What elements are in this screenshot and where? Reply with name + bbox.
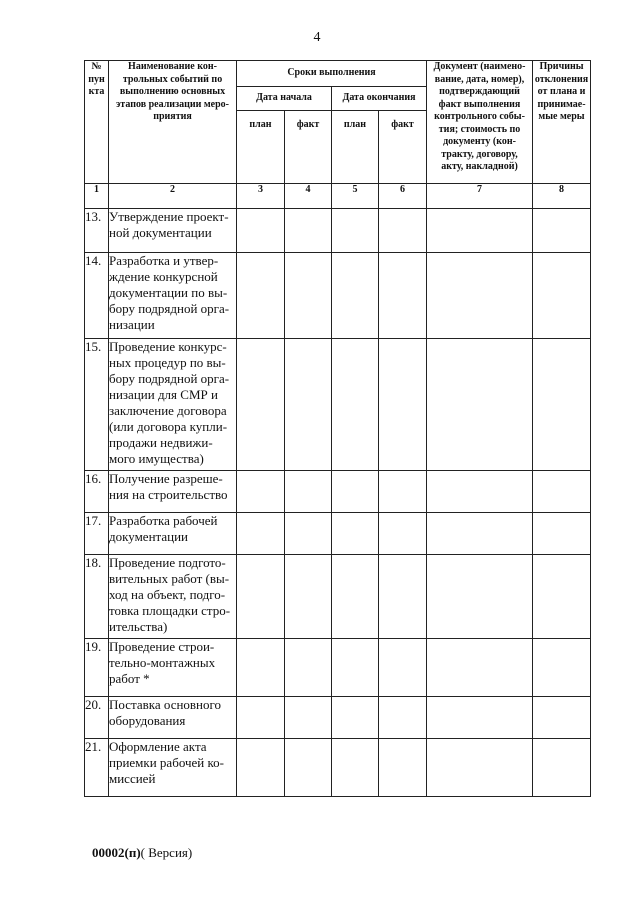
footer xyxy=(92,845,192,861)
empty-cell xyxy=(379,739,427,797)
empty-cell xyxy=(533,513,591,555)
empty-cell xyxy=(237,697,285,739)
empty-cell xyxy=(427,555,533,639)
empty-cell xyxy=(285,555,332,639)
empty-cell xyxy=(379,253,427,339)
table-row xyxy=(85,639,591,697)
event-name: Проведение подгото- вительных работ (вы- ход на объект, подго- товка площадки стро- ительства) xyxy=(109,555,237,639)
empty-cell xyxy=(237,739,285,797)
header-start-plan: план xyxy=(237,111,285,184)
row-number: 14. xyxy=(85,253,109,339)
empty-cell xyxy=(379,697,427,739)
empty-cell xyxy=(427,697,533,739)
event-name: Поставка основного оборудования xyxy=(109,697,237,739)
column-number: 5 xyxy=(332,184,379,209)
empty-cell xyxy=(237,471,285,513)
column-numbers-row xyxy=(85,184,591,209)
empty-cell xyxy=(285,697,332,739)
empty-cell xyxy=(285,639,332,697)
column-number: 7 xyxy=(427,184,533,209)
event-name: Получение разреше- ния на строительство xyxy=(109,471,237,513)
empty-cell xyxy=(332,471,379,513)
header-reasons xyxy=(533,61,591,184)
header-start-fact: факт xyxy=(285,111,332,184)
empty-cell xyxy=(237,253,285,339)
table-row xyxy=(85,739,591,797)
empty-cell xyxy=(237,639,285,697)
header-start-date: Дата начала xyxy=(237,87,332,111)
empty-cell xyxy=(533,739,591,797)
empty-cell xyxy=(237,209,285,253)
empty-cell xyxy=(379,555,427,639)
table-row xyxy=(85,697,591,739)
control-events-table xyxy=(84,60,591,797)
event-name: Разработка рабочей документации xyxy=(109,513,237,555)
header-event-name-text: Наименование кон- трольных событий по выполнению основных этапов реализации меро- приятия xyxy=(115,61,230,122)
empty-cell xyxy=(332,739,379,797)
column-number: 8 xyxy=(533,184,591,209)
header-end-plan: план xyxy=(332,111,379,184)
header-end-date: Дата окончания xyxy=(332,87,427,111)
table-row xyxy=(85,253,591,339)
empty-cell xyxy=(285,471,332,513)
table-row xyxy=(85,339,591,471)
empty-cell xyxy=(533,639,591,697)
header-reasons-text: Причины отклонения от плана и принимае- мые меры xyxy=(534,61,589,122)
header-number-text: № пун кта xyxy=(88,61,105,97)
empty-cell xyxy=(533,339,591,471)
event-name: Разработка и утвер- ждение конкурсной документации по вы- бору подрядной орга- низации xyxy=(109,253,237,339)
empty-cell xyxy=(427,471,533,513)
empty-cell xyxy=(237,339,285,471)
header-document xyxy=(427,61,533,184)
empty-cell xyxy=(427,209,533,253)
row-number: 19. xyxy=(85,639,109,697)
empty-cell xyxy=(533,471,591,513)
row-number: 15. xyxy=(85,339,109,471)
empty-cell xyxy=(427,639,533,697)
empty-cell xyxy=(332,339,379,471)
empty-cell xyxy=(427,253,533,339)
empty-cell xyxy=(332,697,379,739)
empty-cell xyxy=(379,471,427,513)
empty-cell xyxy=(427,739,533,797)
header-event-name xyxy=(109,61,237,184)
event-name: Проведение строи- тельно-монтажных работ * xyxy=(109,639,237,697)
column-number: 4 xyxy=(285,184,332,209)
row-number: 21. xyxy=(85,739,109,797)
empty-cell xyxy=(237,513,285,555)
empty-cell xyxy=(533,697,591,739)
empty-cell xyxy=(379,339,427,471)
empty-cell xyxy=(332,209,379,253)
column-number: 3 xyxy=(237,184,285,209)
header-document-text: Документ (наимено- вание, дата, номер), подтверждающий факт выполнения контрольного собы- тия; стоимость по документу (кон- тракту, договору, акту, накладной) xyxy=(433,61,526,172)
header-end-fact: факт xyxy=(379,111,427,184)
empty-cell xyxy=(427,339,533,471)
empty-cell xyxy=(332,555,379,639)
empty-cell xyxy=(332,639,379,697)
row-number: 13. xyxy=(85,209,109,253)
empty-cell xyxy=(237,555,285,639)
table-row xyxy=(85,513,591,555)
empty-cell xyxy=(285,209,332,253)
empty-cell xyxy=(285,739,332,797)
row-number: 16. xyxy=(85,471,109,513)
table-row xyxy=(85,471,591,513)
event-name: Проведение конкурс- ных процедур по вы- бору подрядной орга- низации для СМР и заключение договора (или договора купли- продажи недвижи- мого имущества) xyxy=(109,339,237,471)
row-number: 18. xyxy=(85,555,109,639)
empty-cell xyxy=(533,555,591,639)
row-number: 20. xyxy=(85,697,109,739)
empty-cell xyxy=(379,639,427,697)
event-name: Оформление акта приемки рабочей ко- миссией xyxy=(109,739,237,797)
header-number xyxy=(85,61,109,184)
empty-cell xyxy=(379,209,427,253)
page-number: 4 xyxy=(313,30,321,45)
empty-cell xyxy=(285,513,332,555)
empty-cell xyxy=(285,339,332,471)
document-code: 00002(п) xyxy=(92,845,141,860)
table-row xyxy=(85,555,591,639)
column-number: 1 xyxy=(85,184,109,209)
table-row xyxy=(85,209,591,253)
document-version: ( Версия) xyxy=(140,845,193,860)
empty-cell xyxy=(332,513,379,555)
empty-cell xyxy=(533,253,591,339)
column-number: 6 xyxy=(379,184,427,209)
row-number: 17. xyxy=(85,513,109,555)
header-terms: Сроки выполнения xyxy=(237,61,427,87)
empty-cell xyxy=(379,513,427,555)
empty-cell xyxy=(427,513,533,555)
empty-cell xyxy=(285,253,332,339)
empty-cell xyxy=(332,253,379,339)
event-name: Утверждение проект- ной документации xyxy=(109,209,237,253)
empty-cell xyxy=(533,209,591,253)
column-number: 2 xyxy=(109,184,237,209)
